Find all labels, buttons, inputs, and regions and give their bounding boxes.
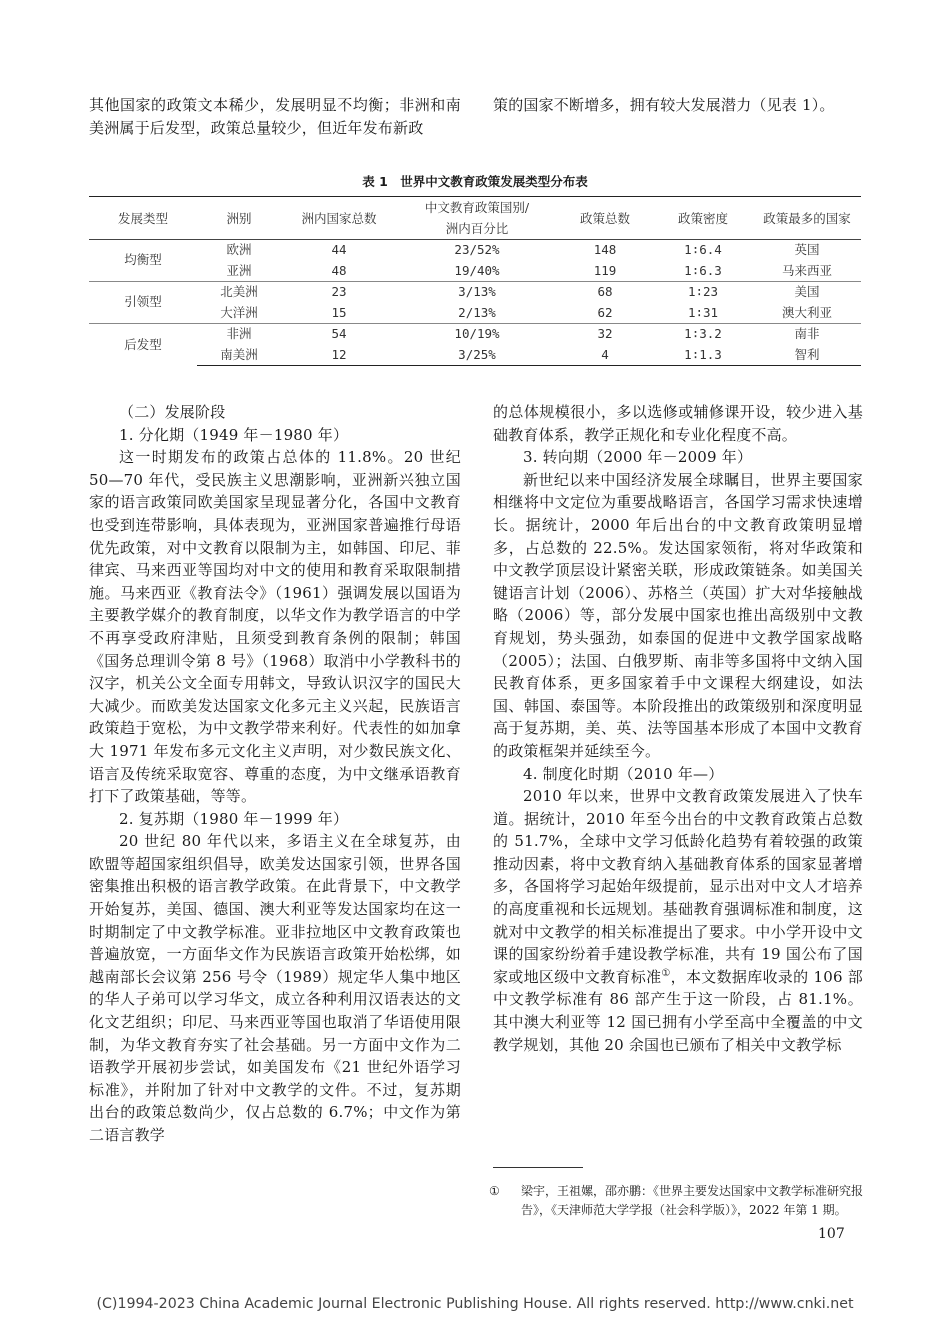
cell-density: 1∶1.3 bbox=[653, 345, 753, 366]
subsection-4-text-b: ，本文数据库收录的 106 部中文教学标准有 86 部产生于这一阶段，占 81.1%。其中澳大利亚等 12 国已拥有小学至高中全覆盖的中文教学规划，其他 20 余国也已颁布了相关中文教学标 bbox=[493, 967, 863, 1054]
cell-ratio: 3/25% bbox=[397, 345, 557, 366]
footnote bbox=[489, 1182, 864, 1220]
table-row bbox=[89, 240, 861, 261]
page-number: 107 bbox=[818, 1226, 845, 1242]
subsection-4-paragraph bbox=[493, 785, 863, 1056]
subsection-2-paragraph-continued: 的总体规模很小，多以选修或辅修课开设，较少进入基础教育体系，教学正规化和专业化程度不高。 bbox=[493, 403, 863, 444]
cell-ratio: 23/52% bbox=[454, 242, 500, 257]
cell-top: 英国 bbox=[794, 242, 820, 257]
subsection-2-title: 2. 复苏期（1980 年－1999 年） bbox=[119, 809, 349, 828]
cell-total: 32 bbox=[557, 324, 653, 345]
cell-ratio: 19/40% bbox=[454, 262, 500, 278]
cell-top: 美国 bbox=[753, 282, 861, 303]
cell-count: 54 bbox=[281, 324, 397, 345]
intro-right bbox=[493, 94, 863, 117]
cell-count: 12 bbox=[281, 345, 397, 366]
table-row bbox=[89, 345, 861, 366]
subsection-4-title: 4. 制度化时期（2010 年—） bbox=[523, 764, 724, 783]
cell-continent: 南美洲 bbox=[197, 345, 281, 366]
cell-ratio: 2/13% bbox=[458, 304, 496, 320]
footnote-mark: ① bbox=[489, 1184, 500, 1198]
table-caption: 表 1 世界中文教育政策发展类型分布表 bbox=[362, 174, 588, 189]
cell-top: 南非 bbox=[753, 324, 861, 345]
cell-density: 1∶6.4 bbox=[684, 242, 722, 257]
header-ratio-line2: 洲内百分比 bbox=[445, 221, 509, 236]
footnote-rule bbox=[493, 1167, 583, 1168]
cell-density: 1∶3.2 bbox=[653, 324, 753, 345]
cell-ratio: 10/19% bbox=[397, 324, 557, 345]
footnote-ref[interactable]: ① bbox=[661, 967, 671, 979]
cell-total: 4 bbox=[557, 345, 653, 366]
table-row bbox=[89, 282, 861, 303]
header-top: 政策最多的国家 bbox=[753, 197, 861, 240]
cell-density: 1∶6.3 bbox=[684, 262, 722, 278]
cell-top: 马来西亚 bbox=[781, 262, 832, 278]
cell-continent: 北美洲 bbox=[197, 282, 281, 303]
subsection-1-paragraph: 这一时期发布的政策占总体的 11.8%。20 世纪 50—70 年代，受民族主义思潮影响，亚洲新兴独立国家的语言政策同欧美国家呈现显著分化，各国中文教育也受到连带影响，具体表现为，亚洲国家普遍推行母语优先政策，对中文教育以限制为主，如韩国、印尼、菲律宾、马来西亚等国均对中文的使用和教育采取限制措施。马来西亚《教育法令》（1961）强调发展以国语为主要教学媒介的教育制度，以华文作为教学语言的中学不再享受政府津贴，且须受到教育条例的限制；韩国《国务总理训令第 8 号》（1968）取消中小学教科书的汉字，机关公文全面专用韩文，导致认识汉字的国民大大减少。而欧美发达国家文化多元主义兴起，民族语言政策趋于宽松，为中文教学带来利好。代表性的如加拿大 1971 年发布多元文化主义声明，对少数民族文化、语言及传统采取宽容、尊重的态度，为中文继承语教育打下了政策基础，等等。 bbox=[89, 448, 461, 806]
cell-ratio: 3/13% bbox=[397, 282, 557, 303]
section-heading: （二）发展阶段 bbox=[119, 403, 226, 421]
cell-count: 15 bbox=[331, 304, 347, 320]
header-density: 政策密度 bbox=[653, 197, 753, 240]
subsection-2-paragraph: 20 世纪 80 年代以来，多语主义在全球复苏，由欧盟等超国家组织倡导，欧美发达国家引领，世界各国密集推出积极的语言教学政策。在此背景下，中文教学开始复苏，美国、德国、澳大利亚等发达国家均在这一时期制定了中文教学标准。亚非拉地区中文教育政策也普遍放宽，一方面华文作为民族语言政策开始松绑，如越南部长会议第 256 号令（1989）规定华人集中地区的华人子弟可以学习华文，成立各种利用汉语表达的文化文艺组织；印尼、马来西亚等国也取消了华语使用限制，为华文教育夯实了社会基础。另一方面中文作为二语教学开展初步尝试，如美国发布《21 世纪外语学习标准》，并附加了针对中文教学的文件。不过，复苏期出台的政策总数尚少，仅占总数的 6.7%；中文作为第二语言教学 bbox=[89, 832, 461, 1144]
header-ratio-line1: 中文教育政策国别/ bbox=[424, 200, 530, 215]
intro-left bbox=[89, 94, 461, 139]
group-type: 后发型 bbox=[89, 324, 197, 366]
cell-count: 23 bbox=[281, 282, 397, 303]
footnote-text: 梁宇，王祖嫘，邵亦鹏：《世界主要发达国家中文教学标准研究报告》，《天津师范大学学报（社会科学版）》，2022 年第 1 期。 bbox=[521, 1184, 864, 1217]
cell-continent: 非洲 bbox=[197, 324, 281, 345]
subsection-3-paragraph: 新世纪以来中国经济发展全球瞩目，世界主要国家相继将中文定位为重要战略语言，各国学习需求快速增长。据统计，2000 年后出台的中文教育政策明显增多，占总数的 22.5%。发达国家领衔，将对华政策和中文教学顶层设计紧密关联，形成政策链条。如美国关键语言计划（2006）、苏格兰（英国）扩大对华接触战略（2006）等，部分发展中国家也推出高级别中文教育规划，势头强劲，如泰国的促进中文教学国家战略（2005）；法国、白俄罗斯、南非等多国将中文纳入国民教育体系，更多国家着手中文课程大纲建设，如法国、韩国、泰国等。本阶段推出的政策级别和深度明显高于复苏期，美、英、法等国基本形成了本国中文教育的政策框架并延续至今。 bbox=[493, 470, 863, 760]
left-column bbox=[89, 401, 461, 1147]
cell-continent: 大洋洲 bbox=[220, 304, 258, 320]
subsection-4-text-a: 2010 年以来，世界中文教育政策发展进入了快车道。据统计，2010 年至今出台的中文教育政策占总数的 51.7%，全球中文学习低龄化趋势有着较强的政策推动因素，将中文教育纳入基础教育体系的国家显著增多，各国将学习起始年级提前，显示出对中文人才培养的高度重视和长远规划。基础教育强调标准和制度，这就对中文教学的相关标准提出了要求。中小学开设中文课的国家纷纷着手建设教学标准，共有 19 国公布了国家或地区级中文教育标准 bbox=[493, 787, 863, 986]
subsection-1-title: 1. 分化期（1949 年－1980 年） bbox=[119, 425, 349, 444]
copyright-notice: (C)1994-2023 China Academic Journal Electronic Publishing House. All rights reserved. http://www.cnki.net bbox=[96, 1296, 854, 1312]
cell-density: 1∶23 bbox=[653, 282, 753, 303]
table-row bbox=[89, 261, 861, 282]
right-column bbox=[493, 401, 863, 1056]
subsection-3-title: 3. 转向期（2000 年－2009 年） bbox=[523, 448, 753, 467]
header-type: 发展类型 bbox=[89, 197, 197, 240]
policy-type-table bbox=[89, 196, 861, 366]
cell-total: 119 bbox=[593, 262, 617, 278]
cell-count: 48 bbox=[331, 262, 347, 278]
header-continent: 洲别 bbox=[197, 197, 281, 240]
cell-continent: 欧洲 bbox=[226, 242, 252, 257]
header-total: 政策总数 bbox=[557, 197, 653, 240]
header-ratio bbox=[397, 197, 557, 240]
table-row bbox=[89, 303, 861, 324]
cell-density: 1∶31 bbox=[687, 304, 719, 320]
cell-continent: 亚洲 bbox=[226, 262, 252, 278]
intro-left-text: 其他国家的政策文本稀少，发展明显不均衡；非洲和南美洲属于后发型，政策总量较少，但近年发布新政 bbox=[89, 96, 461, 137]
cell-top: 澳大利亚 bbox=[781, 304, 832, 320]
cell-total: 62 bbox=[597, 304, 613, 320]
table-header-row bbox=[89, 197, 861, 240]
group-type: 引领型 bbox=[89, 282, 197, 324]
intro-right-text: 策的国家不断增多，拥有较大发展潜力（见表 1）。 bbox=[493, 96, 835, 114]
header-count: 洲内国家总数 bbox=[281, 197, 397, 240]
group-type: 均衡型 bbox=[124, 252, 162, 268]
cell-total: 68 bbox=[557, 282, 653, 303]
cell-top: 智利 bbox=[753, 345, 861, 366]
table-row bbox=[89, 324, 861, 345]
cell-total: 148 bbox=[593, 242, 617, 257]
cell-count: 44 bbox=[331, 242, 347, 257]
